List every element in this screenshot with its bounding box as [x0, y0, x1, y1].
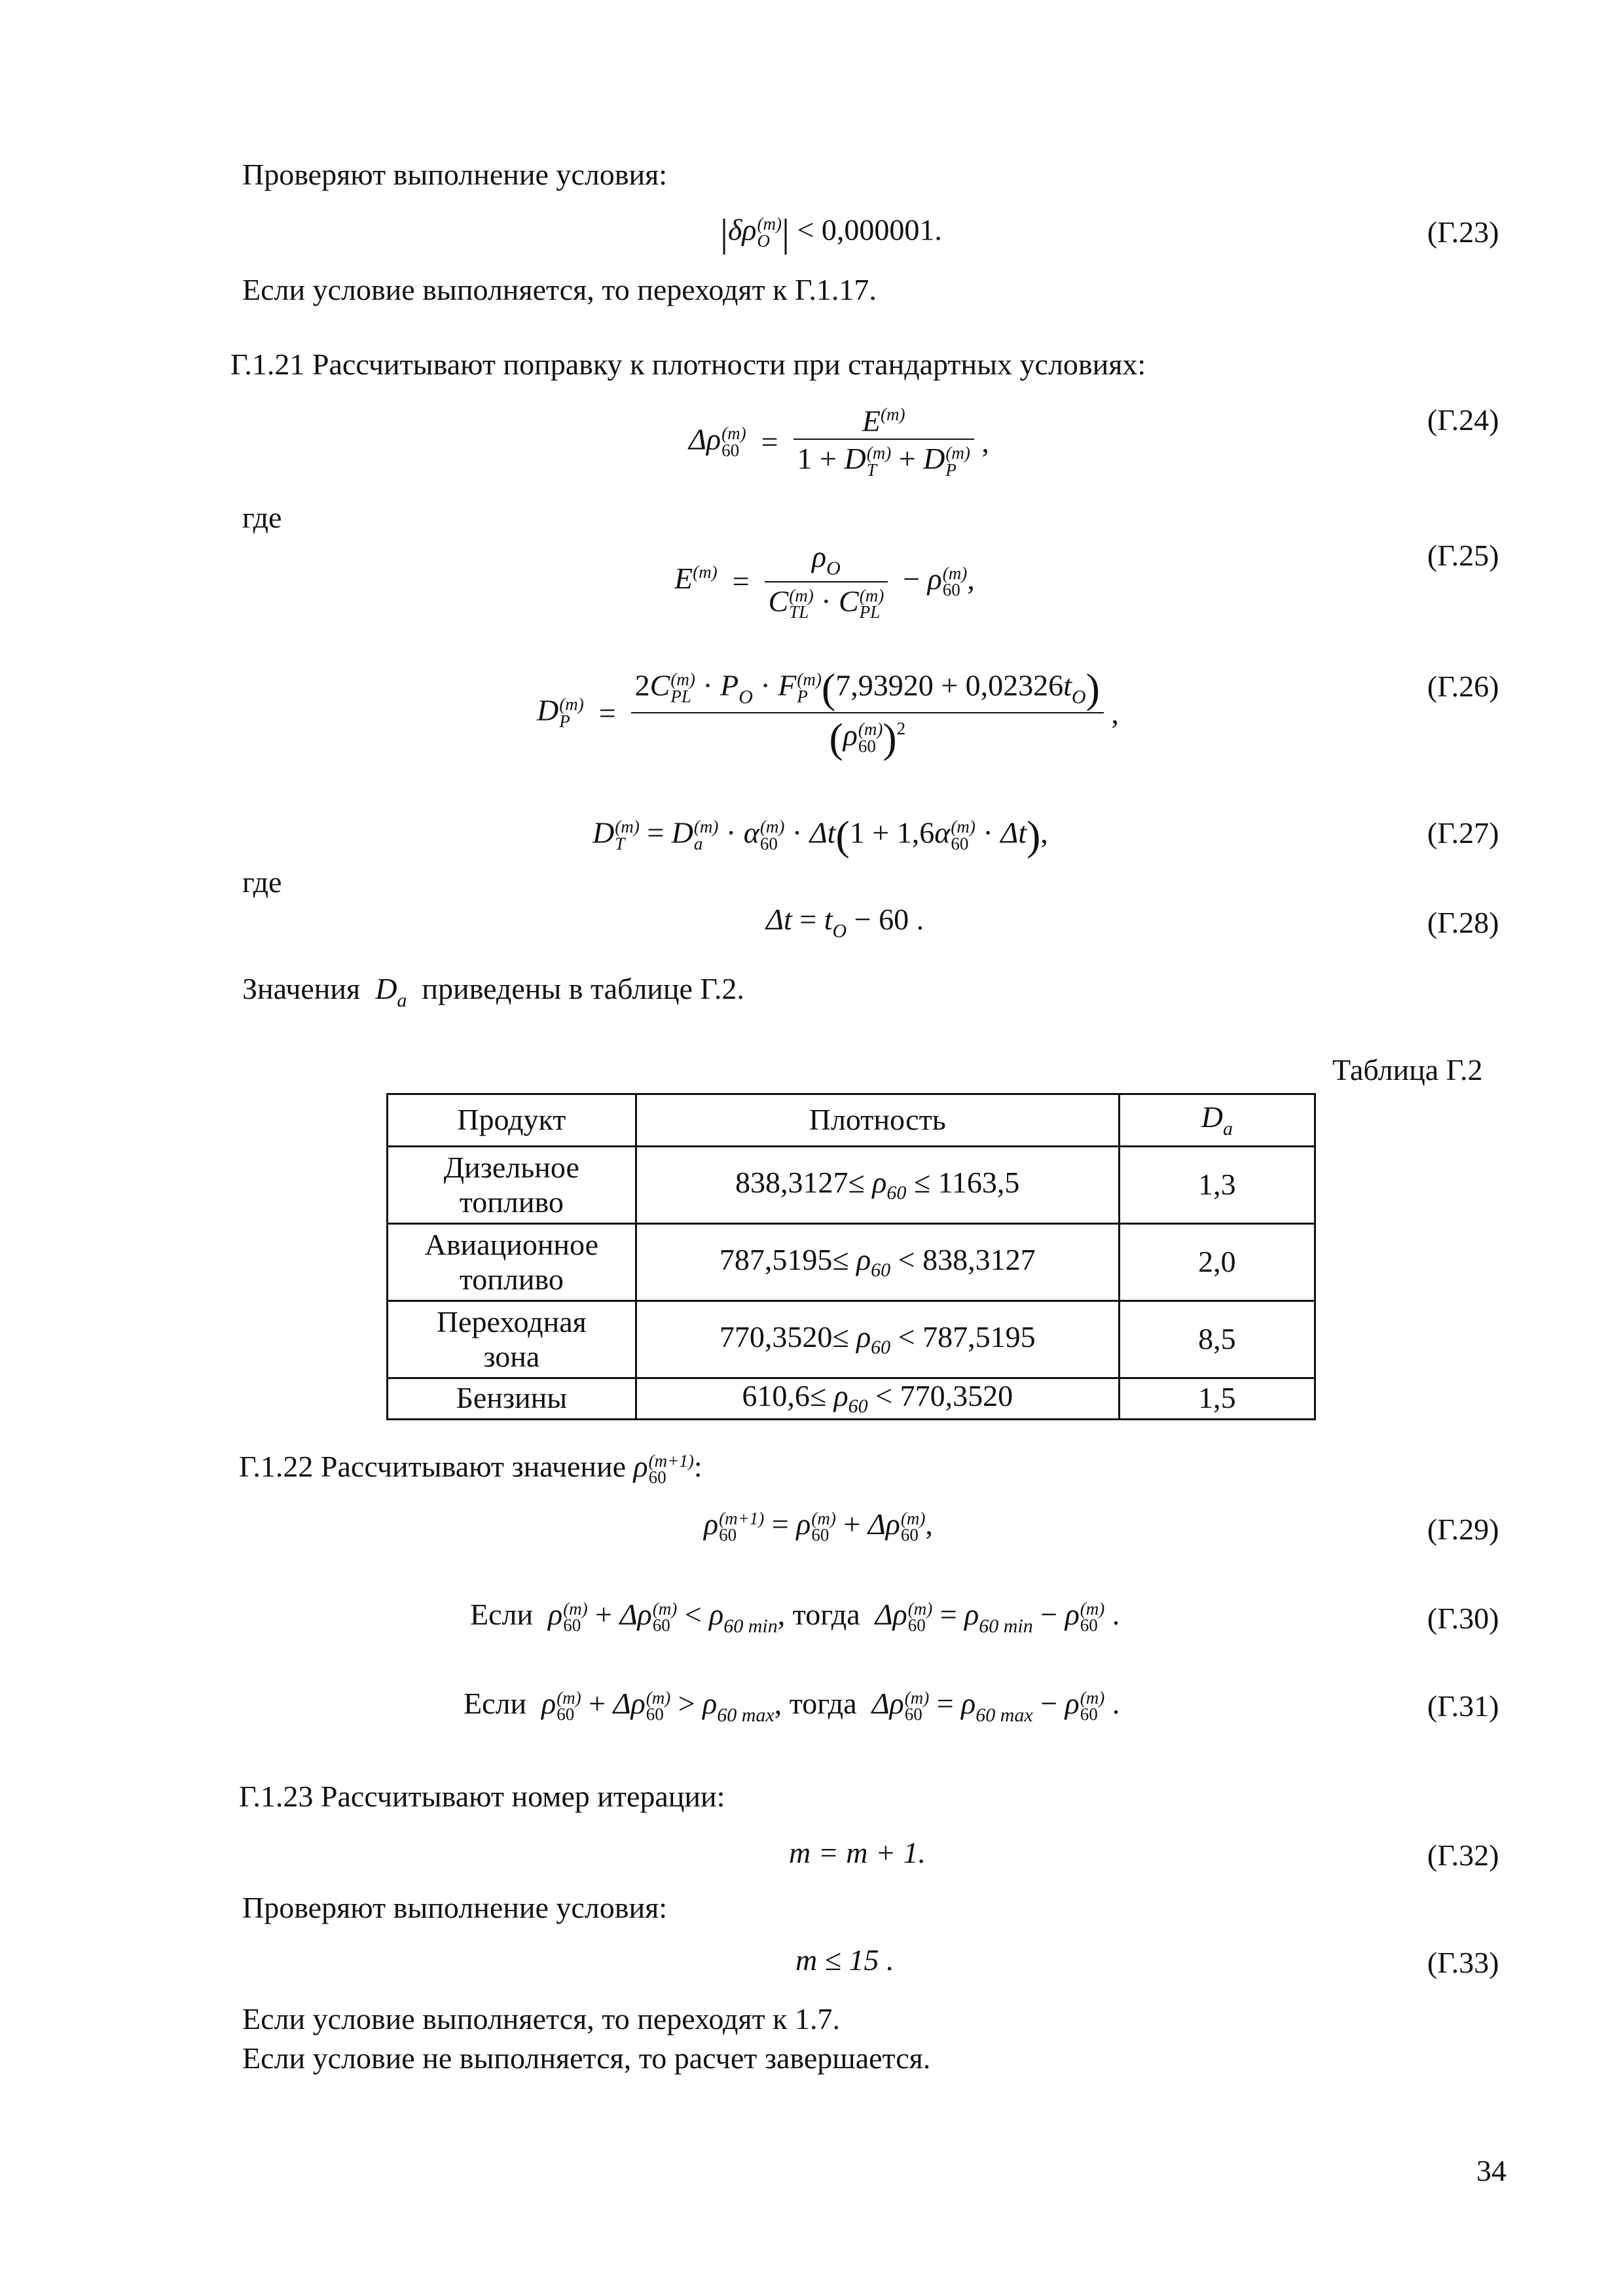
table-g2 [386, 1093, 1316, 1420]
table-row [388, 1224, 1315, 1301]
equation-g28-rhs: − 60 . [854, 903, 924, 936]
if-word: Если [470, 1598, 534, 1631]
equation-number-g25: (Г.25) [1427, 539, 1499, 572]
table-header-density: Плотность [636, 1094, 1119, 1147]
equation-g33: m ≤ 15 . [795, 1943, 894, 1977]
section-g1-23-heading: Г.1.23 Рассчитывают номер итерации: [239, 1780, 725, 1813]
condition-note-1: Если условие выполняется, то переходят к Г.1.17. [242, 273, 877, 306]
equation-g26: D (m) P = 2C (m) PL · $P_O \cdot F$ (m) P $(7,93920 + 0,02326t_O)$ (ρ (m) 60 )$^2$ , [537, 665, 1119, 761]
equation-g23-rhs: < 0,000001. [797, 213, 942, 247]
final-note-2: Если условие не выполняется, то расчет завершается. [242, 2041, 931, 2075]
equation-g32: m = m + 1. [789, 1836, 926, 1869]
table-cell-density: $838,3127\le \rho_{60} \le 1163,5$ [636, 1147, 1119, 1224]
if-word: Если [464, 1687, 527, 1720]
table-header-product: Продукт [388, 1094, 636, 1147]
equation-g27: D (m) T = D (m) a · α (m) 60 · Δt(1 + 1,6α (m) 60 · Δt), [593, 812, 1048, 859]
then-word: , тогда [777, 1598, 860, 1631]
equation-number-g24: (Г.24) [1427, 403, 1499, 437]
then-word: , тогда [774, 1687, 857, 1720]
equation-g27-constants: 1 + 1,6 [849, 816, 935, 850]
equation-number-g23: (Г.23) [1427, 215, 1499, 249]
table-cell-density: $770,3520\le \rho_{60} < 787,5195$ [636, 1301, 1119, 1378]
page-number: 34 [1476, 2154, 1506, 2187]
equation-g25: $E^{(m)}$ = $\rho_O$ C (m) TL · C (m) PL − ρ (m) 60 , [674, 540, 975, 622]
section-g1-21-heading: Г.1.21 Рассчитывают поправку к плотности при стандартных условиях: [230, 348, 1146, 381]
section-g1-22-text: Г.1.22 Рассчитывают значение [239, 1450, 627, 1483]
final-note-1: Если условие выполняется, то переходят к 1.7. [242, 2002, 841, 2036]
equation-g30: Если ρ (m) 60 + Δρ (m) 60 < $\rho_{60 min}$, тогда Δρ (m) 60 = $\rho_{60 min} - \rho$ (m) 60 . [470, 1598, 1120, 1637]
da-reference-text [242, 974, 744, 1011]
table-header-row [388, 1094, 1315, 1147]
equation-g29: ρ (m+1) 60 = ρ (m) 60 + Δρ (m) 60 , [704, 1507, 933, 1545]
equation-number-g28: (Г.28) [1427, 906, 1499, 939]
equation-number-g29: (Г.29) [1427, 1513, 1499, 1546]
where-label-2: где [242, 865, 282, 899]
equation-number-g30: (Г.30) [1427, 1602, 1499, 1635]
table-cell-density: $787,5195\le \rho_{60} < 838,3127$ [636, 1224, 1119, 1301]
rho60-next-symbol: ρ (m+1) 60 : [633, 1450, 702, 1488]
where-label-1: где [242, 501, 282, 534]
table-cell-product: Переходная зона [388, 1301, 636, 1378]
table-cell-da: 2,0 [1119, 1224, 1315, 1301]
table-row [388, 1378, 1315, 1420]
equation-g26-constants: 7,93920 + 0,02326 [835, 668, 1064, 702]
table-cell-product: Авиационное топливо [388, 1224, 636, 1301]
equation-number-g26: (Г.26) [1427, 670, 1499, 703]
table-cell-product: Бензины [388, 1378, 636, 1420]
table-cell-da: 8,5 [1119, 1301, 1315, 1378]
da-reference-prefix: Значения [242, 972, 361, 1005]
da-reference-suffix: приведены в таблице Г.2. [422, 972, 744, 1005]
check-condition-text-1: Проверяют выполнение условия: [242, 158, 668, 191]
table-row [388, 1147, 1315, 1224]
table-header-da: $D_a$ [1119, 1094, 1315, 1147]
equation-g31: Если ρ (m) 60 + Δρ (m) 60 > $\rho_{60 max}$, тогда Δρ (m) 60 = $\rho_{60 max} - \rho$ (m) 60 . [464, 1687, 1120, 1726]
table-row [388, 1301, 1315, 1378]
equation-number-g27: (Г.27) [1427, 816, 1499, 850]
check-condition-text-2: Проверяют выполнение условия: [242, 1891, 668, 1924]
equation-number-g31: (Г.31) [1427, 1689, 1499, 1723]
section-g1-22-heading [239, 1452, 702, 1486]
table-cell-da: 1,5 [1119, 1378, 1315, 1420]
table-caption: Таблица Г.2 [1332, 1053, 1483, 1086]
equation-number-g33: (Г.33) [1427, 1946, 1499, 1979]
table-cell-density: $610,6\le \rho_{60} < 770,3520$ [636, 1378, 1119, 1420]
equation-number-g32: (Г.32) [1427, 1839, 1499, 1872]
table-cell-product: Дизельное топливо [388, 1147, 636, 1224]
table-cell-da: 1,3 [1119, 1147, 1315, 1224]
da-symbol: $D_a$ [375, 972, 407, 1011]
equation-g24: Δρ (m) 60 = $E^{(m)}$ 1 + D (m) T + D (m) P , [689, 404, 989, 480]
equation-g28: $\Delta t = t_O - 60$ . [766, 903, 924, 942]
equation-g23: |δρ (m) O | < 0,000001. [720, 211, 942, 255]
